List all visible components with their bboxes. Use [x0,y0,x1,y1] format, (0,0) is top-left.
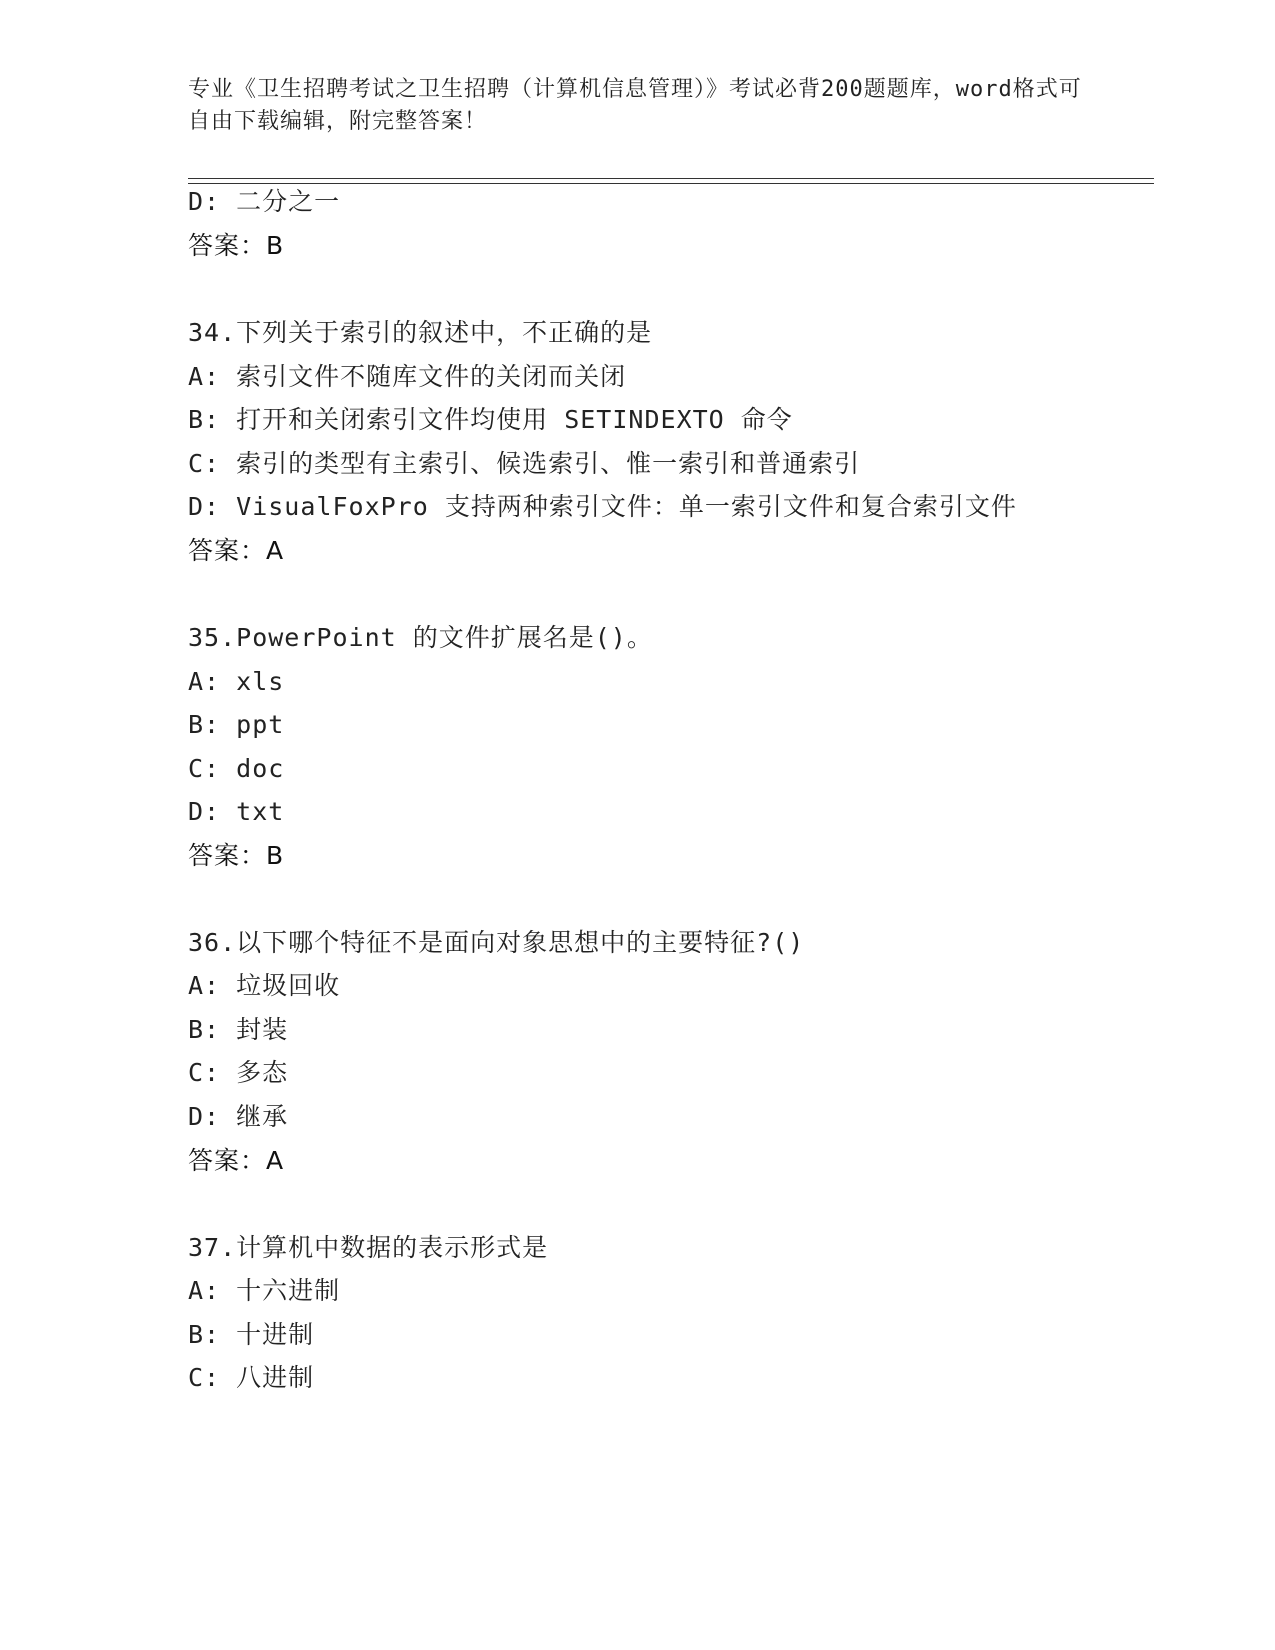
question-36-stem: 36.以下哪个特征不是面向对象思想中的主要特征?() [188,928,805,957]
question-37-option-b: B: 十进制 [188,1320,315,1349]
question-34-option-b: B: 打开和关闭索引文件均使用 SETINDEXTO 命令 [188,405,793,434]
question-35-option-c: C: doc [188,754,285,783]
question-35-option-d: D: txt [188,797,285,826]
question-36-option-a: A: 垃圾回收 [188,971,341,1000]
question-35-option-a: A: xls [188,667,285,696]
question-34-option-c: C: 索引的类型有主索引、候选索引、惟一索引和普通索引 [188,449,861,478]
question-37-stem: 37.计算机中数据的表示形式是 [188,1233,549,1262]
prev-option-d: D: 二分之一 [188,187,341,216]
question-34-option-d: D: VisualFoxPro 支持两种索引文件：单一索引文件和复合索引文件 [188,492,1017,521]
question-36-option-d: D: 继承 [188,1102,289,1131]
question-35-answer: 答案：B [188,841,285,870]
header-divider-top [188,178,1154,179]
question-35-stem: 35.PowerPoint 的文件扩展名是()。 [188,623,653,652]
question-34-answer: 答案：A [188,536,285,565]
question-36-option-b: B: 封装 [188,1015,289,1044]
prev-answer: 答案：B [188,231,285,260]
document-header: 专业《卫生招聘考试之卫生招聘（计算机信息管理）》考试必背200题题库，word格式可自由下载编辑，附完整答案！ [188,77,1082,134]
question-34-option-a: A: 索引文件不随库文件的关闭而关闭 [188,362,627,391]
header-divider-bottom [188,183,1154,184]
question-36-option-c: C: 多态 [188,1058,289,1087]
question-37-option-a: A: 十六进制 [188,1276,341,1305]
question-37-option-c: C: 八进制 [188,1363,315,1392]
question-36-answer: 答案：A [188,1146,285,1175]
question-35-option-b: B: ppt [188,710,285,739]
question-34-stem: 34.下列关于索引的叙述中，不正确的是 [188,318,653,347]
